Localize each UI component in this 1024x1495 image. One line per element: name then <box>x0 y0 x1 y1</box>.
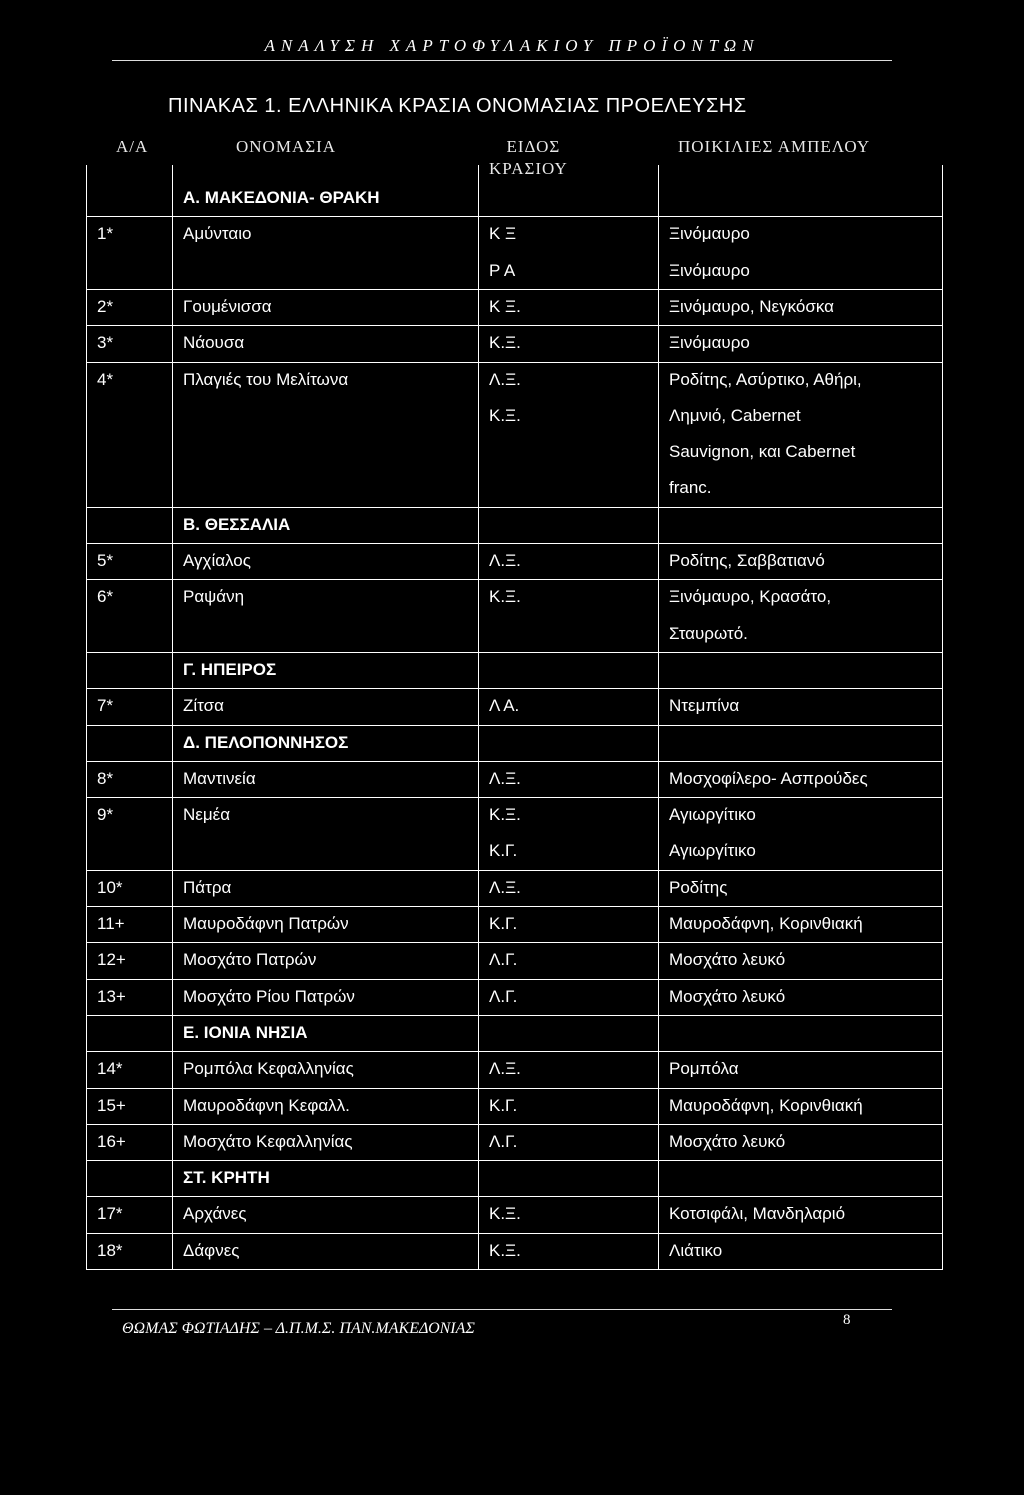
wine-type: Λ.Ξ. <box>489 369 521 389</box>
row-divider <box>86 1196 942 1197</box>
row-number: 8* <box>97 768 114 788</box>
row-divider <box>86 507 942 508</box>
row-number: 17* <box>97 1204 123 1224</box>
row-number: 9* <box>97 805 114 825</box>
appellation-name: Ζίτσα <box>183 696 224 716</box>
footer-rule <box>112 1309 892 1310</box>
wine-type: Κ Ξ. <box>489 296 521 316</box>
row-divider <box>86 942 942 943</box>
wine-type: Κ.Γ. <box>489 914 518 933</box>
row-divider <box>86 289 942 290</box>
section-heading: Ε. ΙΟΝΙΑ ΝΗΣΙΑ <box>183 1022 308 1042</box>
row-divider <box>86 543 942 544</box>
row-number: 18* <box>97 1240 123 1260</box>
row-number: 15+ <box>97 1095 126 1115</box>
row-divider <box>86 362 942 363</box>
appellation-name: Πλαγιές του Μελίτωνα <box>183 369 349 389</box>
appellation-name: Δάφνες <box>183 1240 240 1260</box>
column-divider <box>478 165 479 1270</box>
grape-variety: Ροδίτης <box>669 877 728 897</box>
grape-variety: Μοσχάτο λευκό <box>669 1131 786 1151</box>
grape-variety: Ροδίτης, Ασύρτικο, Αθήρι, <box>669 369 862 389</box>
row-number: 2* <box>97 296 114 316</box>
row-number: 6* <box>97 587 114 607</box>
row-divider <box>86 761 942 762</box>
grape-variety: Αγιωργίτικο <box>669 841 756 861</box>
grape-variety: Μαυροδάφνη, Κορινθιακή <box>669 914 863 933</box>
appellation-name: Μοσχάτο Πατρών <box>183 950 317 970</box>
wine-type: Λ Α. <box>489 696 520 716</box>
row-number: 1* <box>97 224 114 244</box>
appellation-name: Νεμέα <box>183 805 231 825</box>
row-divider <box>86 688 942 689</box>
appellation-name: Αμύνταιο <box>183 224 252 244</box>
wine-type: Κ.Γ. <box>489 841 518 861</box>
table-title: ΠΙΝΑΚΑΣ 1. ΕΛΛΗΝΙΚΑ ΚΡΑΣΙΑ ΟΝΟΜΑΣΙΑΣ ΠΡΟΕΛΕΥΣΗΣ <box>168 95 747 117</box>
grape-variety: Ξινόμαυρο <box>669 333 750 353</box>
grape-variety: Μοσχοφίλερο- Ασπρούδες <box>669 768 868 788</box>
grape-variety: Sauvignon, και Cabernet <box>669 442 856 462</box>
wine-type: Λ.Ξ. <box>489 551 521 570</box>
row-divider <box>86 325 942 326</box>
row-number: 16+ <box>97 1131 126 1151</box>
row-number: 4* <box>97 369 114 389</box>
footer-text: ΘΩΜΑΣ ΦΩΤΙΑΔΗΣ – Δ.Π.Μ.Σ. ΠΑΝ.ΜΑΚΕΔΟΝΙΑΣ <box>122 1320 475 1337</box>
row-divider <box>86 216 942 217</box>
row-number: 11+ <box>97 914 125 933</box>
appellation-name: Ρομπόλα Κεφαλληνίας <box>183 1059 354 1079</box>
header-rule <box>112 60 892 61</box>
row-divider <box>86 652 942 653</box>
appellation-name: Μαυροδάφνη Κεφαλλ. <box>183 1095 350 1115</box>
wine-type: Λ.Ξ. <box>489 877 521 897</box>
wine-type: Κ Ξ <box>489 224 517 244</box>
grape-variety: Μοσχάτο λευκό <box>669 950 786 970</box>
row-divider <box>86 725 942 726</box>
grape-variety: Ροδίτης, Σαββατιανό <box>669 551 825 570</box>
row-number: 5* <box>97 551 114 570</box>
wine-type: Κ.Ξ. <box>489 333 521 353</box>
row-divider <box>86 579 942 580</box>
grape-variety: Λιάτικο <box>669 1240 723 1260</box>
wine-type: Λ.Ξ. <box>489 768 521 788</box>
appellation-name: Νάουσα <box>183 333 245 353</box>
grape-variety: Ντεμπίνα <box>669 696 740 716</box>
column-header-aa: Α/Α <box>116 137 149 156</box>
grape-variety: Μοσχάτο λευκό <box>669 986 786 1006</box>
column-header-type-line2: ΚΡΑΣΙΟΥ <box>489 159 568 178</box>
wine-type: Λ.Γ. <box>489 950 518 970</box>
row-number: 3* <box>97 333 114 353</box>
appellation-name: Ραψάνη <box>183 587 245 607</box>
row-divider <box>86 906 942 907</box>
wine-type: Κ.Γ. <box>489 1095 518 1115</box>
column-divider <box>172 165 173 1270</box>
row-number: 13+ <box>97 986 126 1006</box>
section-heading: Β. ΘΕΣΣΑΛΙΑ <box>183 514 291 534</box>
column-header-type <box>489 136 568 180</box>
row-divider <box>86 1160 942 1161</box>
appellation-name: Μοσχάτο Ρίου Πατρών <box>183 986 355 1006</box>
grape-variety: Ξινόμαυρο, Κρασάτο, <box>669 587 832 607</box>
grape-variety: Λημνιό, Cabernet <box>669 405 801 425</box>
row-divider <box>86 1015 942 1016</box>
section-heading: Α. ΜΑΚΕΔΟΝΙΑ- ΘΡΑΚΗ <box>183 188 380 207</box>
section-heading: Γ. ΗΠΕΙΡΟΣ <box>183 659 277 679</box>
row-divider <box>86 797 942 798</box>
row-divider <box>86 1088 942 1089</box>
section-heading: ΣΤ. ΚΡΗΤΗ <box>183 1168 270 1188</box>
row-divider <box>86 979 942 980</box>
column-divider <box>942 165 943 1270</box>
row-number: 14* <box>97 1059 123 1079</box>
column-header-name: ΟΝΟΜΑΣΙΑ <box>236 137 337 156</box>
grape-variety: Μαυροδάφνη, Κορινθιακή <box>669 1095 863 1115</box>
wine-type: Κ.Ξ. <box>489 805 521 825</box>
appellation-name: Αγχίαλος <box>183 551 251 570</box>
wine-type: Κ.Ξ. <box>489 1204 521 1224</box>
column-header-type-line1: ΕΙΔΟΣ <box>506 137 561 156</box>
wine-type: Λ.Ξ. <box>489 1059 521 1079</box>
wine-type: Κ.Ξ. <box>489 587 521 607</box>
appellation-name: Γουμένισσα <box>183 296 272 316</box>
column-divider <box>86 165 87 1270</box>
appellation-name: Μαυροδάφνη Πατρών <box>183 914 349 933</box>
column-divider <box>658 165 659 1270</box>
row-number: 10* <box>97 877 123 897</box>
appellation-name: Αρχάνες <box>183 1204 247 1224</box>
wine-type: Λ.Γ. <box>489 1131 518 1151</box>
grape-variety: Ξινόμαυρο <box>669 224 750 244</box>
row-divider <box>86 870 942 871</box>
page-header-title: ΑΝΑΛΥΣΗ ΧΑΡΤΟΦΥΛΑΚΙΟΥ ΠΡΟΪΟΝΤΩΝ <box>264 36 760 55</box>
row-number: 12+ <box>97 950 126 970</box>
row-divider <box>86 1269 942 1270</box>
grape-variety: Αγιωργίτικο <box>669 805 756 825</box>
row-divider <box>86 1124 942 1125</box>
grape-variety: Κοτσιφάλι, Μανδηλαριό <box>669 1204 846 1224</box>
grape-variety: Ρομπόλα <box>669 1059 739 1079</box>
appellation-name: Μοσχάτο Κεφαλληνίας <box>183 1131 353 1151</box>
wine-type: Λ.Γ. <box>489 986 518 1006</box>
grape-variety: Ξινόμαυρο <box>669 260 750 280</box>
grape-variety: franc. <box>669 478 712 498</box>
wine-type: Κ.Ξ. <box>489 1240 521 1260</box>
section-heading: Δ. ΠΕΛΟΠΟΝΝΗΣΟΣ <box>183 732 349 752</box>
wine-type: Ρ Α <box>489 260 516 280</box>
row-divider <box>86 1233 942 1234</box>
appellation-name: Μαντινεία <box>183 768 256 788</box>
appellation-name: Πάτρα <box>183 877 232 897</box>
grape-variety: Ξινόμαυρο, Νεγκόσκα <box>669 296 834 316</box>
page-number: 8 <box>843 1312 851 1328</box>
row-number: 7* <box>97 696 114 716</box>
wine-type: Κ.Ξ. <box>489 405 521 425</box>
column-header-varieties: ΠΟΙΚΙΛΙΕΣ ΑΜΠΕΛΟΥ <box>678 137 871 156</box>
grape-variety: Σταυρωτό. <box>669 623 748 643</box>
row-divider <box>86 1051 942 1052</box>
